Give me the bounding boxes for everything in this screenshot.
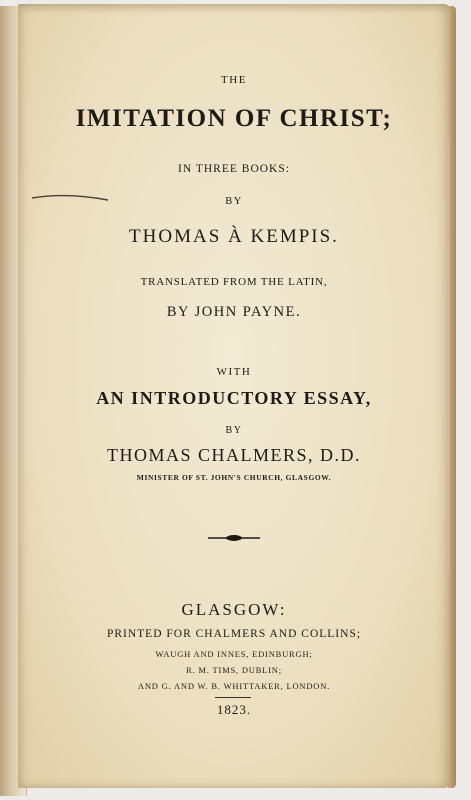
imprint-city: GLASGOW: — [181, 600, 287, 619]
essay-by-label: BY — [225, 425, 243, 436]
with-label: WITH — [216, 366, 252, 378]
essayist-name: THOMAS CHALMERS, D.D. — [106, 445, 362, 465]
imprint-seller-edinburgh: WAUGH AND INNES, EDINBURGH; — [155, 649, 313, 659]
author-name: THOMAS À KEMPIS. — [129, 226, 339, 247]
imprint-year: 1823. — [216, 702, 252, 717]
ornament-rule — [208, 534, 260, 542]
title-page — [18, 4, 450, 788]
title-article: THE — [221, 74, 247, 86]
imprint-printer: PRINTED FOR CHALMERS AND COLLINS; — [106, 628, 362, 640]
book-title: IMITATION OF CHRIST; — [75, 105, 393, 132]
translator-name: BY JOHN PAYNE. — [166, 304, 302, 320]
by-label: BY — [225, 196, 243, 207]
imprint-seller-london: AND G. AND W. B. WHITTAKER, LONDON. — [137, 681, 331, 691]
essay-heading: AN INTRODUCTORY ESSAY, — [96, 388, 372, 408]
imprint-rule — [215, 697, 251, 698]
essayist-role: MINISTER OF ST. JOHN'S CHURCH, GLASGOW. — [136, 473, 332, 482]
translation-note: TRANSLATED FROM THE LATIN, — [140, 276, 328, 288]
imprint-seller-dublin: R. M. TIMS, DUBLIN; — [186, 665, 282, 675]
book-parts: IN THREE BOOKS: — [178, 163, 290, 175]
